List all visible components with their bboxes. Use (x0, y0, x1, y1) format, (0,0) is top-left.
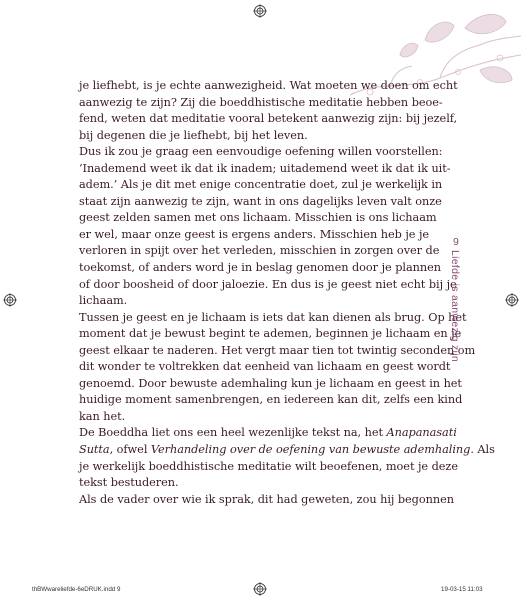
text-line: je werkelijk boeddhistische meditatie wilt beoefenen, moet je deze (79, 459, 458, 473)
text-line: je liefhebt, is je echte aanwezigheid. Wat moeten we doen om echt (79, 79, 458, 92)
text-line: lichaam. (79, 294, 128, 308)
work-title: Verhandeling over de oefening van bewuste ademhaling (150, 443, 471, 457)
text-line: verloren in spijt over het verleden, misschien in zorgen over de (79, 244, 440, 258)
text-run: , ofwel (109, 443, 151, 457)
slug-file: thBWwareliefde-6eDRUK.indd 9 (32, 586, 121, 593)
text-line: adem.’ Als je dit met enige concentratie doet, zul je werkelijk in (79, 178, 443, 192)
text-line: of door boosheid of door jaloezie. En dus is je geest niet echt bij je (79, 277, 457, 291)
registration-mark-icon (3, 293, 17, 307)
work-title: Sutta (79, 443, 110, 457)
text-line: tekst bestuderen. (79, 476, 179, 490)
registration-mark-icon (253, 4, 267, 18)
text-line (79, 425, 457, 442)
text-line: staat zijn aanwezig te zijn, want in ons dagelijks leven valt onze (79, 194, 442, 208)
text-line: geest zelden samen met ons lichaam. Misschien is ons lichaam (79, 211, 437, 225)
text-line: bij degenen die je liefhebt, bij het leven. (79, 128, 308, 142)
text-line: genoemd. Door bewuste ademhaling kun je lichaam en geest in het (79, 376, 462, 390)
text-line: Als de vader over wie ik sprak, dit had geweten, zou hij begonnen (79, 492, 454, 506)
page-number: 9 (453, 236, 459, 248)
text-line: huidige moment samenbrengen, en iedereen kan dit, zelfs een kind (79, 393, 463, 407)
work-title: Anapanasati (386, 426, 457, 440)
text-line: kan het. (79, 409, 126, 423)
registration-mark-icon (505, 293, 519, 307)
text-run: De Boeddha liet ons een heel wezenlijke tekst na, het (79, 426, 387, 440)
running-head: Liefde is aanwezig zijn (449, 250, 461, 362)
text-line: aanwezig te zijn? Zij die boeddhistische meditatie hebben beoe- (79, 95, 443, 109)
text-line (79, 442, 495, 459)
text-line: ‘Inademend weet ik dat ik inadem; uitademend weet ik dat ik uit- (79, 161, 451, 175)
text-line: Dus ik zou je graag een eenvoudige oefening willen voorstellen: (79, 145, 443, 159)
slug-timestamp: 19-03-15 11:03 (441, 586, 483, 593)
text-line: Tussen je geest en je lichaam is iets dat kan dienen als brug. Op het (79, 310, 467, 324)
text-line: moment dat je bewust begint te ademen, beginnen je lichaam en je (79, 327, 462, 341)
text-line: fend, weten dat meditatie vooral betekent aanwezig zijn: bij jezelf, (79, 112, 458, 126)
text-line: toekomst, of anders word je in beslag genomen door je plannen (79, 261, 441, 275)
text-line: er wel, maar onze geest is ergens anders. Misschien heb je je (79, 227, 430, 241)
text-line: dit wonder te voltrekken dat eenheid van lichaam en geest wordt (79, 360, 451, 374)
text-run: . Als (470, 443, 495, 457)
registration-mark-icon (253, 582, 267, 596)
text-line: geest elkaar te naderen. Het vergt maar tien tot twintig seconden om (79, 343, 476, 357)
